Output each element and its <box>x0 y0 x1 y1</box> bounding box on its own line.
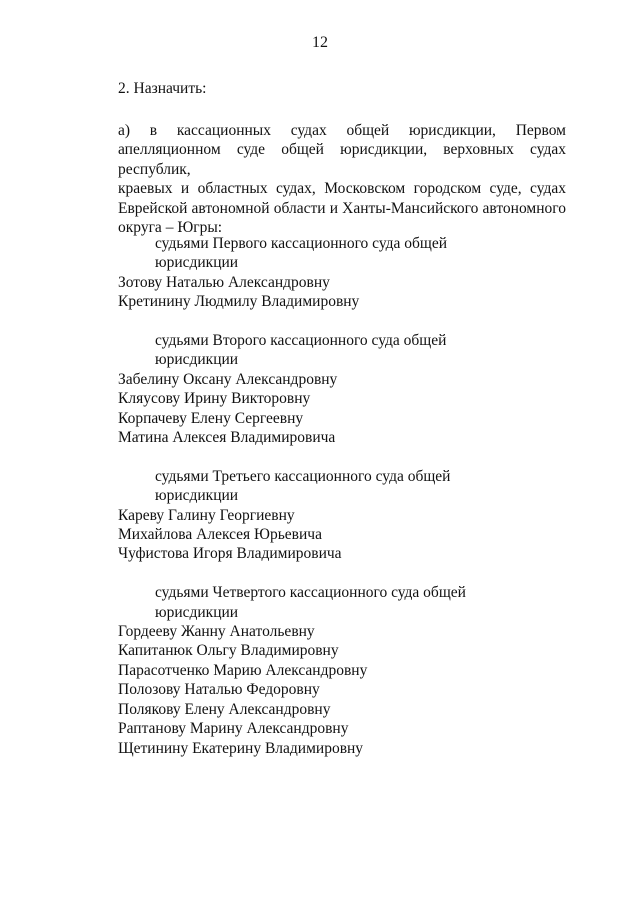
judge-name: Капитанюк Ольгу Владимировну <box>118 642 339 660</box>
intro-line: Еврейской автономной области и Ханты-Мансийского автономного <box>118 199 566 217</box>
judge-name: Гордееву Жанну Анатольевну <box>118 623 315 641</box>
page-number: 12 <box>312 34 328 51</box>
judge-name: Кареву Галину Георгиевну <box>118 506 295 524</box>
judge-name: Кретинину Людмилу Владимировну <box>118 293 360 311</box>
judge-name: Парасотченко Марию Александровну <box>118 661 368 679</box>
intro-paragraph <box>118 121 566 237</box>
intro-line: а) в кассационных судах общей юрисдикции, Первом <box>118 122 566 139</box>
court-group-first <box>118 234 568 312</box>
group-title: судьями Четвертого кассационного суда общей юрисдикции <box>155 584 466 621</box>
judge-name: Полозову Наталью Федоровну <box>118 681 320 699</box>
judge-name: Кляусову Ирину Викторовну <box>118 390 311 408</box>
court-groups <box>118 234 568 777</box>
intro-line: краевых и областных судах, Московском городском суде, судах <box>118 180 566 198</box>
judge-name: Михайлова Алексея Юрьевича <box>118 526 322 544</box>
group-title: судьями Первого кассационного суда общей юрисдикции <box>155 235 448 272</box>
judge-name: Матина Алексея Владимировича <box>118 429 336 447</box>
judge-name: Щетинину Екатерину Владимировну <box>118 739 364 757</box>
judge-name: Чуфистова Игоря Владимировича <box>118 545 342 563</box>
group-title: судьями Второго кассационного суда общей юрисдикции <box>155 332 447 369</box>
judge-name: Полякову Елену Александровну <box>118 700 331 718</box>
court-group-third <box>118 467 568 564</box>
item-heading: 2. Назначить: <box>118 80 207 97</box>
intro-line: округа – Югры: <box>118 219 223 237</box>
judge-name: Зотову Наталью Александровну <box>118 273 330 291</box>
judge-name: Раптанову Марину Александровну <box>118 720 349 738</box>
intro-line: апелляционном суде общей юрисдикции, верховных судах республик, <box>118 141 566 178</box>
judge-name: Забелину Оксану Александровну <box>118 370 338 388</box>
court-group-fourth <box>118 583 568 758</box>
group-title: судьями Третьего кассационного суда общей юрисдикции <box>155 467 451 505</box>
judge-name: Корпачеву Елену Сергеевну <box>118 409 304 427</box>
court-group-second <box>118 331 568 447</box>
